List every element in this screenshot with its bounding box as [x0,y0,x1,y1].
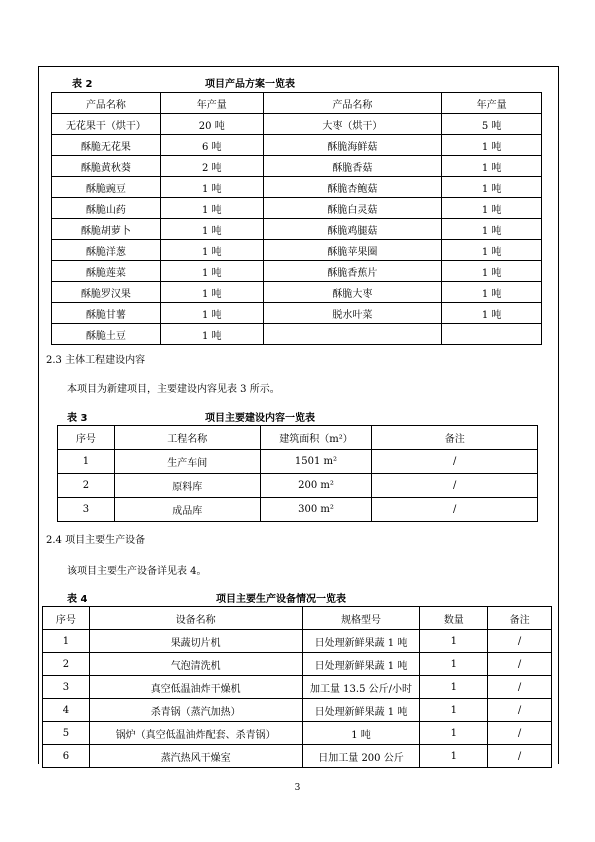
table-row [52,240,542,261]
table-cell: 1 [420,745,488,768]
table-cell: 1 吨 [160,240,263,261]
table-cell: 1 [420,630,488,653]
table-cell: 1 吨 [160,177,263,198]
table-cell: 日加工量 200 公斤 [302,745,420,768]
table-cell: 酥脆胡萝卜 [52,219,161,240]
table-cell: 3 [43,676,90,699]
table-cell: 蒸汽热风干燥室 [89,745,302,768]
product-table [51,92,542,345]
table2-label: 表 2 [72,79,93,90]
table-cell: 酥脆罗汉果 [52,282,161,303]
table3-label: 表 3 [67,413,88,424]
table-cell: 2 [58,474,115,498]
table-cell: 大枣（烘干） [263,114,442,135]
table-cell: 酥脆无花果 [52,135,161,156]
table-cell: 1 [420,653,488,676]
table-cell: 生产车间 [114,450,260,474]
table-cell: 300 m² [260,498,372,522]
table-cell: / [488,722,552,745]
table-row [52,114,542,135]
table-row [52,219,542,240]
table-cell: 日处理新鲜果蔬 1 吨 [302,653,420,676]
table-row [52,177,542,198]
table-cell: 1 吨 [442,282,542,303]
table-cell: 1 [420,699,488,722]
table-cell: 杀青锅（蒸汽加热） [89,699,302,722]
table-header-row [43,607,552,630]
table-row [58,498,538,522]
table-cell: 无花果干（烘干） [52,114,161,135]
table-cell: 1 吨 [442,177,542,198]
table-cell: 酥脆洋葱 [52,240,161,261]
table-row [52,156,542,177]
table-cell: 真空低温油炸干燥机 [89,676,302,699]
column-header: 数量 [420,607,488,630]
table-cell: 果蔬切片机 [89,630,302,653]
table-cell: 3 [58,498,115,522]
table-cell: / [488,676,552,699]
table-row [43,745,552,768]
table4-title: 项目主要生产设备情况一览表 [216,594,346,605]
column-header: 序号 [43,607,90,630]
section-heading-2-3: 2.3 主体工程建设内容 [46,355,146,366]
table-cell [263,324,442,345]
table-cell: / [488,745,552,768]
column-header: 年产量 [442,93,542,114]
table-header-row [52,93,542,114]
table-cell: 1 [43,630,90,653]
table-cell: 酥脆苹果圈 [263,240,442,261]
table-row [58,474,538,498]
table-cell: 酥脆土豆 [52,324,161,345]
table-cell: 1 吨 [442,219,542,240]
column-header: 序号 [58,426,115,450]
table-cell: 4 [43,699,90,722]
column-header: 规格型号 [302,607,420,630]
table-cell: 1 吨 [160,261,263,282]
page-number: 3 [294,783,301,793]
table-cell: / [488,630,552,653]
table-cell: 酥脆甘薯 [52,303,161,324]
table-cell: 2 吨 [160,156,263,177]
table-cell: 酥脆白灵菇 [263,198,442,219]
table-row [52,261,542,282]
table-cell: 1 吨 [442,156,542,177]
table-cell: 6 [43,745,90,768]
table-cell: 1501 m² [260,450,372,474]
table-cell: 酥脆香菇 [263,156,442,177]
table-cell: 1 [58,450,115,474]
section-2-4-text: 该项目主要生产设备详见表 4。 [67,566,207,577]
table-cell: 1 吨 [160,303,263,324]
table-cell: 1 吨 [160,219,263,240]
table-row [52,282,542,303]
table-cell: 1 吨 [442,303,542,324]
table-header-row [58,426,538,450]
table-cell: 20 吨 [160,114,263,135]
column-header: 产品名称 [52,93,161,114]
table-cell: 1 吨 [160,324,263,345]
table-cell: 1 吨 [302,722,420,745]
section-2-3-text: 本项目为新建项目，主要建设内容见表 3 所示。 [67,384,280,395]
table-cell: 脱水叶菜 [263,303,442,324]
column-header: 备注 [372,426,538,450]
column-header: 年产量 [160,93,263,114]
table-row [52,135,542,156]
table-row [43,699,552,722]
table-cell: 加工量 13.5 公斤/小时 [302,676,420,699]
table-cell: 1 [420,676,488,699]
table-cell: 酥脆大枣 [263,282,442,303]
table-cell: 1 吨 [442,135,542,156]
equipment-table [42,606,552,768]
table-cell: 200 m² [260,474,372,498]
table-cell: 1 吨 [160,198,263,219]
table-row [43,653,552,676]
table-cell: 酥脆黄秋葵 [52,156,161,177]
column-header: 产品名称 [263,93,442,114]
table-cell: / [372,474,538,498]
table2-title: 项目产品方案一览表 [205,79,295,90]
table-cell: 气泡清洗机 [89,653,302,676]
table-cell: 1 吨 [160,282,263,303]
table-cell: 2 [43,653,90,676]
construction-table [57,425,538,522]
table-cell: 1 吨 [442,198,542,219]
table-cell: / [488,699,552,722]
table4-label: 表 4 [67,594,88,605]
table-cell: 酥脆山药 [52,198,161,219]
table-cell: 日处理新鲜果蔬 1 吨 [302,699,420,722]
table-cell [442,324,542,345]
table-cell: / [488,653,552,676]
table-row [52,324,542,345]
table-cell: / [372,498,538,522]
section-heading-2-4: 2.4 项目主要生产设备 [46,535,146,546]
table-cell: 1 吨 [442,261,542,282]
column-header: 工程名称 [114,426,260,450]
table3-title: 项目主要建设内容一览表 [205,413,315,424]
column-header: 建筑面积（m²） [260,426,372,450]
table-cell: 日处理新鲜果蔬 1 吨 [302,630,420,653]
table-cell: 1 [420,722,488,745]
table-row [43,630,552,653]
table-cell: 5 [43,722,90,745]
column-header: 备注 [488,607,552,630]
table-row [43,722,552,745]
table-row [52,303,542,324]
table-cell: 5 吨 [442,114,542,135]
table-cell: 酥脆豌豆 [52,177,161,198]
table-cell: 酥脆杏鲍菇 [263,177,442,198]
table-row [43,676,552,699]
column-header: 设备名称 [89,607,302,630]
table-cell: 1 吨 [442,240,542,261]
table-row [52,198,542,219]
table-cell: 原料库 [114,474,260,498]
table-cell: / [372,450,538,474]
table-cell: 酥脆海鲜菇 [263,135,442,156]
table-cell: 酥脆鸡腿菇 [263,219,442,240]
table-cell: 锅炉（真空低温油炸配套、杀青锅） [89,722,302,745]
table-cell: 6 吨 [160,135,263,156]
table-row [58,450,538,474]
table-cell: 酥脆香蕉片 [263,261,442,282]
table-cell: 酥脆莲菜 [52,261,161,282]
table-cell: 成品库 [114,498,260,522]
